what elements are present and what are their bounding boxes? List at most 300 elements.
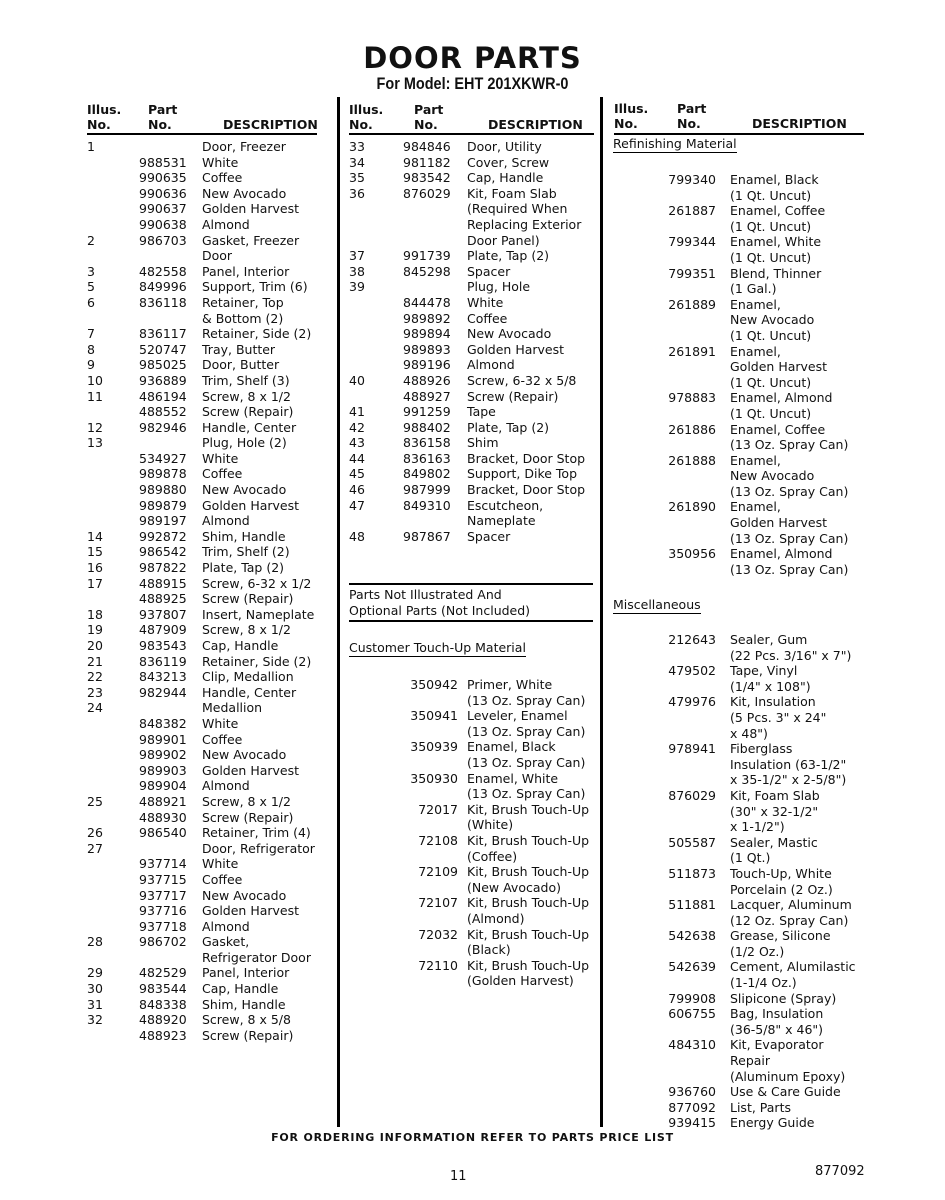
part-number: 991259	[403, 404, 451, 420]
table-row	[349, 833, 594, 849]
part-description: x 48")	[730, 725, 768, 741]
table-row	[87, 669, 317, 685]
table-row	[614, 991, 864, 1007]
table-row	[614, 297, 864, 313]
part-description: White	[202, 450, 239, 466]
part-description: New Avocado	[202, 482, 287, 498]
table-row	[349, 817, 594, 833]
table-row	[87, 529, 317, 545]
part-description: Energy Guide	[730, 1115, 815, 1131]
illus-number: 38	[349, 263, 365, 279]
part-description: New Avocado	[202, 185, 287, 201]
part-description: (1 Qt. Uncut)	[730, 218, 812, 234]
table-row	[87, 872, 317, 888]
section-rule	[349, 620, 593, 622]
table-row	[87, 810, 317, 826]
part-number: 488915	[139, 575, 187, 591]
part-description: Enamel,	[730, 452, 781, 468]
table-row	[87, 201, 317, 217]
part-description: Coffee	[202, 871, 243, 887]
part-description: Handle, Center	[202, 684, 297, 700]
illus-number: 47	[349, 497, 365, 513]
table-row	[614, 266, 864, 282]
table-row	[87, 576, 317, 592]
part-description: & Bottom (2)	[202, 310, 284, 326]
part-number: 991739	[403, 248, 451, 264]
part-number: 482558	[139, 263, 187, 279]
part-description: Golden Harvest	[202, 497, 300, 513]
table-row	[614, 694, 864, 710]
table-row	[349, 498, 594, 514]
part-description: Enamel, Coffee	[730, 203, 826, 219]
part-description: Kit, Brush Touch-Up	[467, 801, 590, 817]
part-description: Coffee	[467, 310, 508, 326]
part-number: 72110	[418, 957, 458, 973]
part-description: Support, Trim (6)	[202, 279, 308, 295]
header-illus-1: Illus.	[614, 101, 649, 116]
refinishing-heading: Refinishing Material	[613, 136, 737, 151]
table-row	[87, 794, 317, 810]
illus-number: 7	[87, 326, 95, 342]
part-number: 936889	[139, 372, 187, 388]
part-description: Grease, Silicone	[730, 928, 831, 944]
part-description: Door Panel)	[467, 232, 540, 248]
table-row	[349, 311, 594, 327]
part-description: Kit, Brush Touch-Up	[467, 926, 590, 942]
part-number: 799351	[668, 265, 716, 281]
table-row	[349, 389, 594, 405]
part-description: (Aluminum Epoxy)	[730, 1068, 846, 1084]
part-number: 488552	[139, 404, 187, 420]
part-number: 985025	[139, 357, 187, 373]
part-description: Golden Harvest	[467, 341, 565, 357]
part-description: (22 Pcs. 3/16" x 7")	[730, 647, 852, 663]
part-description: Coffee	[202, 731, 243, 747]
part-number: 488921	[139, 793, 187, 809]
table-row	[349, 973, 594, 989]
illus-number: 36	[349, 185, 365, 201]
header-description: DESCRIPTION	[752, 116, 847, 131]
table-row	[349, 911, 594, 927]
part-description: Almond	[202, 513, 250, 529]
illus-number: 31	[87, 996, 103, 1012]
part-number: 988531	[139, 154, 187, 170]
part-description: Door, Refrigerator	[202, 840, 315, 856]
table-row	[87, 513, 317, 529]
table-row	[614, 359, 864, 375]
illus-number: 41	[349, 404, 365, 420]
header-illus-1: Illus.	[349, 102, 384, 117]
part-number: 845298	[403, 263, 451, 279]
part-number: 488930	[139, 809, 187, 825]
table-row	[349, 186, 594, 202]
table-row	[614, 328, 864, 344]
part-description: Door, Utility	[467, 139, 542, 154]
illus-number: 8	[87, 341, 95, 357]
table-row	[349, 942, 594, 958]
part-description: Lacquer, Aluminum	[730, 897, 852, 913]
table-row	[349, 233, 594, 249]
part-description: (13 Oz. Spray Can)	[730, 561, 849, 577]
part-description: Kit, Foam Slab	[467, 185, 557, 201]
part-number: 989903	[139, 762, 187, 778]
part-description: (Almond)	[467, 910, 525, 926]
table-row	[349, 755, 594, 771]
table-row	[87, 981, 317, 997]
illus-number: 11	[87, 388, 103, 404]
part-description: Enamel, White	[730, 234, 822, 250]
part-description: New Avocado	[730, 468, 815, 484]
table-row	[87, 716, 317, 732]
part-description: (1 Qt. Uncut)	[730, 405, 812, 421]
table-row	[349, 724, 594, 740]
table-row	[87, 903, 317, 919]
table-row	[614, 944, 864, 960]
part-number: 989904	[139, 778, 187, 794]
table-row	[87, 685, 317, 701]
table-row	[614, 959, 864, 975]
table-row	[87, 155, 317, 171]
part-description: Golden Harvest	[730, 515, 828, 531]
part-description: (1/2 Oz.)	[730, 943, 785, 959]
part-description: x 1-1/2")	[730, 819, 785, 835]
part-description: Tape	[467, 404, 496, 420]
part-description: Retainer, Side (2)	[202, 326, 312, 342]
part-number: 849310	[403, 497, 451, 513]
part-number: 989196	[403, 357, 451, 373]
part-description: Slipicone (Spray)	[730, 990, 837, 1006]
illus-number: 27	[87, 840, 103, 856]
table-row	[349, 357, 594, 373]
part-number: 877092	[668, 1099, 716, 1115]
part-description: Plate, Tap (2)	[467, 248, 550, 264]
part-description: Door	[202, 248, 233, 264]
part-number: 261886	[668, 421, 716, 437]
part-description: (36-5/8" x 46")	[730, 1021, 824, 1037]
part-description: Screw, 6-32 x 1/2	[202, 575, 312, 591]
part-number: 836119	[139, 653, 187, 669]
table-row	[87, 856, 317, 872]
part-number: 987867	[403, 528, 451, 544]
part-description: Screw, 6-32 x 5/8	[467, 372, 577, 388]
part-description: (Black)	[467, 942, 511, 958]
table-row	[87, 732, 317, 748]
part-description: Shim, Handle	[202, 528, 286, 544]
part-number: 983544	[139, 981, 187, 997]
table-row	[349, 264, 594, 280]
part-description: Insulation (63-1/2"	[730, 756, 847, 772]
part-description: Touch-Up, White	[730, 865, 832, 881]
part-number: 986540	[139, 825, 187, 841]
table-row	[614, 250, 864, 266]
part-description: Cap, Handle	[202, 638, 279, 653]
table-row	[614, 188, 864, 204]
table-row	[614, 484, 864, 500]
table-row	[349, 466, 594, 482]
part-description: x 35-1/2" x 2-5/8")	[730, 772, 847, 788]
part-number: 606755	[668, 1006, 716, 1022]
part-number: 983542	[403, 170, 451, 186]
part-description: Panel, Interior	[202, 965, 290, 981]
part-description: (13 Oz. Spray Can)	[730, 530, 849, 546]
table-row	[614, 453, 864, 469]
illus-number: 45	[349, 466, 365, 482]
part-description: (New Avocado)	[467, 879, 561, 895]
part-number: 848338	[139, 996, 187, 1012]
part-number: 990636	[139, 185, 187, 201]
part-number: 72108	[418, 832, 458, 848]
header-part-1: Part	[677, 101, 707, 116]
part-description: White	[202, 154, 239, 170]
table-row	[87, 233, 317, 249]
header-description: DESCRIPTION	[223, 117, 318, 132]
table-row	[349, 201, 594, 217]
part-description: Leveler, Enamel	[467, 708, 568, 724]
table-row	[349, 279, 594, 295]
table-row	[87, 170, 317, 186]
table-row	[349, 435, 594, 451]
illus-number: 39	[349, 279, 365, 295]
table-row	[87, 264, 317, 280]
table-row	[87, 747, 317, 763]
table-row	[614, 632, 864, 648]
part-number: 984846	[403, 139, 451, 154]
table-row	[614, 757, 864, 773]
table-row	[349, 895, 594, 911]
table-row	[614, 663, 864, 679]
table-row	[349, 295, 594, 311]
illus-number: 19	[87, 622, 103, 638]
ordering-note: FOR ORDERING INFORMATION REFER TO PARTS PRICE LIST	[271, 1131, 674, 1144]
part-number: 849996	[139, 279, 187, 295]
part-number: 937717	[139, 887, 187, 903]
table-row	[349, 404, 594, 420]
part-description: Gasket, Freezer	[202, 232, 300, 248]
column-divider-left	[337, 97, 340, 1127]
document-number: 877092	[815, 1164, 865, 1179]
table-row	[87, 934, 317, 950]
illus-number: 48	[349, 528, 365, 544]
part-description: Escutcheon,	[467, 497, 544, 513]
illus-number: 18	[87, 606, 103, 622]
part-description: Support, Dike Top	[467, 466, 578, 482]
part-description: Porcelain (2 Oz.)	[730, 881, 833, 897]
table-row	[87, 919, 317, 935]
table-row	[87, 357, 317, 373]
part-description: White	[202, 715, 239, 731]
table-row	[614, 203, 864, 219]
table-row	[614, 882, 864, 898]
misc-heading: Miscellaneous	[613, 597, 701, 612]
table-row	[614, 312, 864, 328]
header-illus-2: No.	[614, 116, 638, 131]
table-row	[614, 850, 864, 866]
table-row	[349, 155, 594, 171]
part-description: Door, Freezer	[202, 139, 286, 154]
part-description: Bag, Insulation	[730, 1006, 824, 1022]
table-row	[614, 772, 864, 788]
part-number: 937718	[139, 918, 187, 934]
part-description: Panel, Interior	[202, 263, 290, 279]
part-description: Spacer	[467, 263, 511, 279]
part-description: (13 Oz. Spray Can)	[730, 437, 849, 453]
table-row	[87, 498, 317, 514]
table-row	[87, 560, 317, 576]
illus-number: 14	[87, 528, 103, 544]
part-number: 986703	[139, 232, 187, 248]
part-description: Cover, Screw	[467, 154, 550, 170]
part-description: Enamel, Black	[467, 739, 556, 755]
part-description: Handle, Center	[202, 419, 297, 435]
section-rule	[349, 583, 593, 585]
illus-number: 46	[349, 482, 365, 498]
parts-list	[349, 139, 594, 544]
part-description: Golden Harvest	[202, 201, 300, 217]
table-row	[349, 170, 594, 186]
table-row	[614, 913, 864, 929]
part-description: Retainer, Top	[202, 294, 284, 310]
table-row	[349, 849, 594, 865]
illus-number: 3	[87, 263, 95, 279]
table-row	[87, 654, 317, 670]
part-number: 799908	[668, 990, 716, 1006]
part-number: 261887	[668, 203, 716, 219]
table-row	[87, 622, 317, 638]
illus-number: 5	[87, 279, 95, 295]
illus-number: 1	[87, 139, 95, 154]
part-number: 939415	[668, 1115, 716, 1131]
illus-number: 25	[87, 793, 103, 809]
part-description: Screw, 8 x 1/2	[202, 622, 291, 638]
touchup-list	[349, 677, 594, 989]
part-description: Screw, 8 x 1/2	[202, 388, 291, 404]
page-title: DOOR PARTS	[363, 41, 582, 75]
part-number: 990638	[139, 216, 187, 232]
part-number: 836158	[403, 435, 451, 451]
illus-number: 16	[87, 560, 103, 576]
part-description: (White)	[467, 817, 514, 833]
table-row	[614, 897, 864, 913]
part-number: 486194	[139, 388, 187, 404]
part-description: Almond	[202, 918, 250, 934]
part-number: 72109	[418, 864, 458, 880]
part-description: Plate, Tap (2)	[202, 560, 285, 576]
table-row	[614, 219, 864, 235]
table-row	[614, 422, 864, 438]
part-description: (30" x 32-1/2"	[730, 803, 819, 819]
table-row	[614, 468, 864, 484]
table-row	[614, 234, 864, 250]
table-row	[349, 739, 594, 755]
part-description: Golden Harvest	[730, 359, 828, 375]
table-row	[87, 248, 317, 264]
part-number: 987999	[403, 482, 451, 498]
table-row	[614, 726, 864, 742]
illus-number: 44	[349, 450, 365, 466]
part-number: 511881	[668, 897, 716, 913]
part-description: Cap, Handle	[202, 981, 279, 997]
part-description: Screw (Repair)	[202, 591, 294, 607]
part-description: New Avocado	[202, 887, 287, 903]
table-row	[614, 437, 864, 453]
table-row	[349, 880, 594, 896]
part-description: (1/4" x 108")	[730, 678, 811, 694]
part-description: Sealer, Mastic	[730, 834, 818, 850]
table-row	[87, 841, 317, 857]
illus-number: 29	[87, 965, 103, 981]
part-description: Fiberglass	[730, 741, 793, 757]
part-number: 990637	[139, 201, 187, 217]
table-row	[349, 864, 594, 880]
illus-number: 12	[87, 419, 103, 435]
table-row	[614, 562, 864, 578]
table-row	[614, 710, 864, 726]
part-number: 488920	[139, 1012, 187, 1028]
part-number: 978941	[668, 741, 716, 757]
part-number: 261888	[668, 452, 716, 468]
table-row	[614, 546, 864, 562]
table-row	[87, 389, 317, 405]
part-description: Enamel,	[730, 296, 781, 312]
table-row	[614, 406, 864, 422]
part-number: 982944	[139, 684, 187, 700]
part-number: 484310	[668, 1037, 716, 1053]
model-subtitle: For Model: EHT 201XKWR-0	[376, 74, 569, 93]
part-number: 479976	[668, 694, 716, 710]
part-description: (13 Oz. Spray Can)	[467, 754, 586, 770]
part-description: Use & Care Guide	[730, 1084, 841, 1100]
part-description: Tray, Butter	[202, 341, 276, 357]
table-row	[614, 531, 864, 547]
part-description: Gasket,	[202, 934, 250, 950]
part-description: Enamel, White	[467, 770, 559, 786]
illus-number: 34	[349, 154, 365, 170]
part-description: Shim, Handle	[202, 996, 286, 1012]
part-description: (Coffee)	[467, 848, 518, 864]
part-description: (1 Qt. Uncut)	[730, 249, 812, 265]
table-row	[87, 482, 317, 498]
part-description: Enamel, Black	[730, 172, 819, 187]
illus-number: 9	[87, 357, 95, 373]
part-description: Retainer, Side (2)	[202, 653, 312, 669]
table-row	[614, 1115, 864, 1131]
part-number: 982946	[139, 419, 187, 435]
part-description: Golden Harvest	[202, 762, 300, 778]
table-row	[614, 1100, 864, 1116]
illus-number: 32	[87, 1012, 103, 1028]
illus-number: 2	[87, 232, 95, 248]
part-description: Coffee	[202, 170, 243, 186]
part-description: Kit, Brush Touch-Up	[467, 832, 590, 848]
part-description: (1 Qt. Uncut)	[730, 187, 812, 203]
part-description: Enamel,	[730, 499, 781, 515]
part-number: 937716	[139, 903, 187, 919]
part-description: List, Parts	[730, 1099, 791, 1115]
part-number: 836163	[403, 450, 451, 466]
table-row	[349, 420, 594, 436]
table-row	[614, 1037, 864, 1053]
part-number: 844478	[403, 294, 451, 310]
part-description: Nameplate	[467, 513, 536, 529]
table-row	[349, 693, 594, 709]
part-number: 72017	[418, 801, 458, 817]
table-row	[614, 835, 864, 851]
column-header	[87, 100, 317, 135]
table-row	[614, 281, 864, 297]
table-row	[87, 778, 317, 794]
part-number: 261889	[668, 296, 716, 312]
part-description: Shim	[467, 435, 499, 451]
